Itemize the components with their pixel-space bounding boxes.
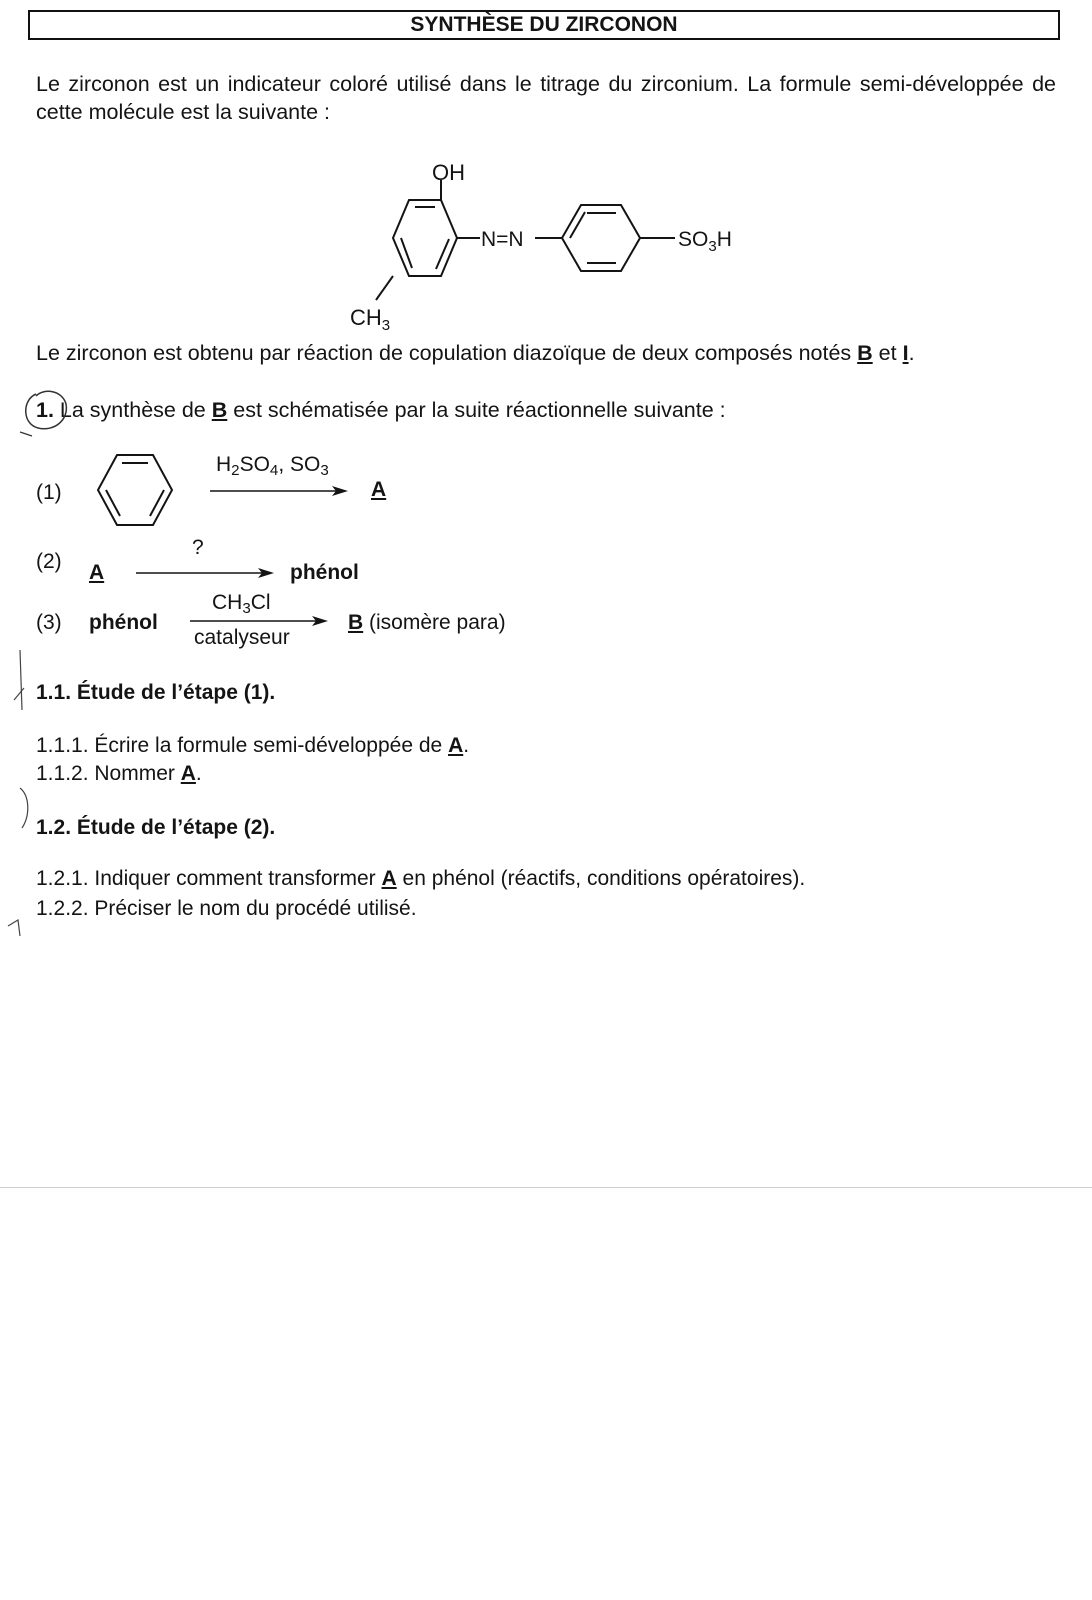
ring-left — [393, 200, 457, 276]
ring-right-double-3 — [570, 212, 585, 238]
section-1-2-heading: 1.2. Étude de l’étape (2). — [36, 816, 276, 839]
step-3-product: B (isomère para) — [348, 611, 506, 634]
section-1-1-heading: 1.1. Étude de l’étape (1). — [36, 681, 276, 704]
question-1-1-1: 1.1.1. Écrire la formule semi-développée de A. — [36, 734, 470, 757]
step-2-reagent: ? — [192, 536, 204, 559]
question-1-2-2: 1.2.2. Préciser le nom du procédé utilisé. — [36, 897, 417, 920]
step-1-label: (1) — [36, 481, 62, 504]
ring-right — [562, 205, 640, 271]
step-3-reagent: $CH_3Cl$ — [212, 591, 271, 617]
page-divider — [0, 1187, 1092, 1188]
step-2-arrow — [136, 566, 276, 580]
page-title — [28, 10, 1060, 40]
step-1-product: A — [371, 478, 387, 501]
question-1: 1. La synthèse de B est schématisée par la suite réactionnelle suivante : — [36, 398, 726, 422]
ch3-label: $CH_3$ — [350, 305, 391, 334]
azo-label: N=N — [481, 228, 524, 251]
step-2-label: (2) — [36, 550, 62, 573]
ring-left-double-2 — [436, 239, 449, 269]
step-3-label: (3) — [36, 611, 62, 634]
page-title-text: SYNTHÈSE DU ZIRCONON — [410, 13, 678, 36]
so3h-label: $SO_3H$ — [678, 228, 732, 255]
question-1-1-2: 1.1.2. Nommer A. — [36, 762, 202, 785]
benzene-icon — [90, 450, 180, 530]
handwritten-circle-mark — [14, 384, 84, 444]
step-2-reactant: A — [89, 561, 105, 584]
step-3-catalyst: catalyseur — [194, 626, 290, 649]
oh-label: OH — [432, 160, 465, 185]
question-1-2-1: 1.2.1. Indiquer comment transformer A en phénol (réactifs, conditions opératoires). — [36, 867, 806, 890]
copulation-sentence: Le zirconon est obtenu par réaction de copulation diazoïque de deux composés notés B et I. — [36, 341, 915, 365]
compound-I-ref: I — [902, 341, 909, 365]
ch3-bond — [376, 276, 393, 300]
step-3-reactant: phénol — [89, 611, 158, 634]
intro-paragraph: Le zirconon est un indicateur coloré utilisé dans le titrage du zirconium. La formule semi-développée de cette molécule est la suivante : — [36, 72, 1056, 124]
margin-marks — [0, 640, 40, 940]
step-1-arrow — [210, 484, 350, 498]
step-1-reagent: $H_2SO_4$, $SO_3$ — [216, 453, 329, 479]
step-2-product: phénol — [290, 561, 359, 584]
question-1-number: 1. — [36, 398, 54, 422]
compound-B-ref: B — [857, 341, 873, 365]
ring-left-double-3 — [401, 238, 412, 268]
zirconon-structure — [330, 150, 770, 340]
